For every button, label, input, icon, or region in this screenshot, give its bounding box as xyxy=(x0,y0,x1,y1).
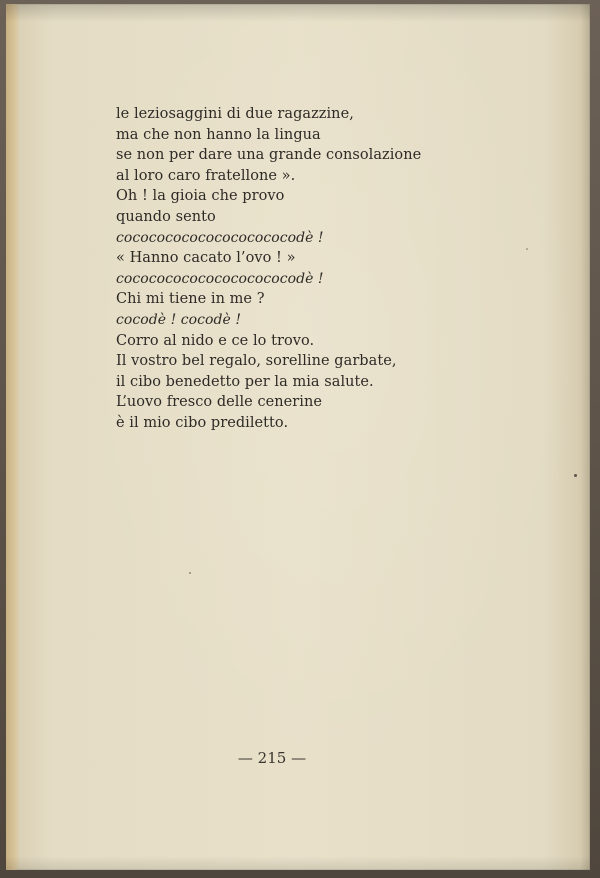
book-page xyxy=(6,4,590,870)
page-top-shadow xyxy=(6,4,590,22)
page-right-shadow xyxy=(580,4,590,870)
paper-speck xyxy=(189,572,191,574)
page-binding-edge xyxy=(6,4,20,870)
poem-line-italic: cococococococococococodè ! xyxy=(116,270,324,287)
paper-speck xyxy=(574,474,577,477)
poem-line-italic: cocodè ! cocodè ! xyxy=(116,311,242,328)
poem-line-italic: cococococococococococodè ! xyxy=(116,229,324,246)
poem-line: Chi mi tiene in me ? xyxy=(116,291,265,308)
poem-line: quando sento xyxy=(116,208,216,225)
poem-line: le leziosaggini di due ragazzine, xyxy=(116,106,354,122)
poem-line: se non per dare una grande consolazione xyxy=(116,147,422,164)
page-number: — 215 — xyxy=(237,749,307,767)
poem-line: il cibo benedetto per la mia salute. xyxy=(116,373,374,390)
poem-line: L’uovo fresco delle cenerine xyxy=(116,394,322,411)
poem-line: « Hanno cacato l’ovo ! » xyxy=(116,250,296,267)
poem-line: è il mio cibo prediletto. xyxy=(116,414,289,431)
paper-speck xyxy=(526,248,528,250)
poem-line: Corro al nido e ce lo trovo. xyxy=(116,332,315,349)
poem-text-block xyxy=(116,104,446,434)
poem-line: ma che non hanno la lingua xyxy=(116,126,321,143)
poem-line: al loro caro fratellone ». xyxy=(116,167,296,184)
poem-line: Il vostro bel regalo, sorelline garbate, xyxy=(116,353,397,370)
poem-line: Oh ! la gioia che provo xyxy=(116,188,285,205)
page-bottom-shadow xyxy=(6,856,590,870)
